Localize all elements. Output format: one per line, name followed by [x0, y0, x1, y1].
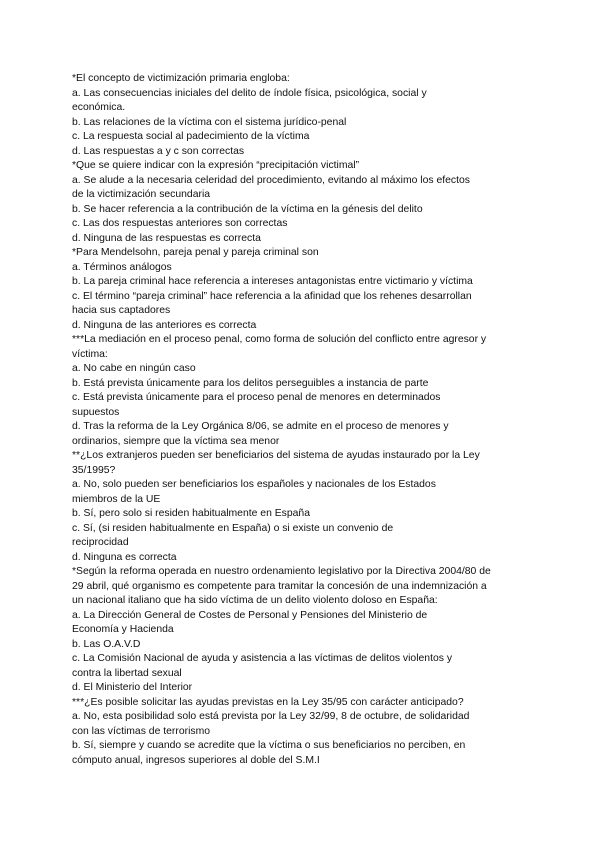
text-line: miembros de la UE: [72, 493, 161, 505]
text-line: *Según la reforma operada en nuestro ordenamiento legislativo por la Directiva 2004/80 de: [72, 566, 491, 577]
text-line: b. Sí, pero solo si residen habitualmente en España: [72, 508, 310, 519]
document-body: [72, 72, 530, 768]
text-line: víctima:: [72, 348, 108, 360]
text-line: 29 abril, qué organismo es competente para tramitar la concesión de una indemnización a: [72, 580, 487, 592]
text-line: c. Está prevista únicamente para el proceso penal de menores en determinados: [72, 392, 441, 403]
text-line: supuestos: [72, 406, 120, 418]
text-line: b. Está prevista únicamente para los delitos perseguibles a instancia de parte: [72, 377, 429, 389]
text-line: *Para Mendelsohn, pareja penal y pareja criminal son: [72, 247, 319, 258]
text-line: cómputo anual, ingresos superiores al doble del S.M.I: [72, 754, 320, 766]
text-line: d. Las respuestas a y c son correctas: [72, 145, 245, 157]
text-line: d. Ninguna de las respuestas es correcta: [72, 232, 261, 244]
text-line: a. Las consecuencias iniciales del delito de índole física, psicológica, social y: [72, 87, 427, 99]
text-line: b. Las relaciones de la víctima con el sistema jurídico-penal: [72, 116, 347, 128]
text-line: a. Se alude a la necesaria celeridad del procedimiento, evitando al máximo los efectos: [72, 174, 470, 186]
text-line: c. La Comisión Nacional de ayuda y asistencia a las víctimas de delitos violentos y: [72, 653, 453, 664]
text-line: d. Ninguna es correcta: [72, 551, 177, 563]
text-line: de la victimización secundaria: [72, 189, 211, 200]
text-line: Economía y Hacienda: [72, 624, 174, 635]
text-line: a. No, esta posibilidad solo está prevista por la Ley 32/99, 8 de octubre, de solidaridad: [72, 711, 470, 722]
text-line: un nacional italiano que ha sido víctima de un delito violento doloso en España:: [72, 595, 438, 606]
text-line: d. El Ministerio del Interior: [72, 682, 193, 693]
text-line: c. La respuesta social al padecimiento de la víctima: [72, 131, 310, 142]
text-line: c. El término “pareja criminal” hace referencia a la afinidad que los rehenes desarrollan: [72, 290, 472, 302]
text-line: c. Sí, (si residen habitualmente en España) o si existe un convenio de: [72, 522, 394, 534]
text-line: 35/1995?: [72, 464, 116, 476]
text-line: hacia sus captadores: [72, 305, 171, 316]
text-line: económica.: [72, 102, 126, 113]
text-line: **¿Los extranjeros pueden ser beneficiarios del sistema de ayudas instaurado por la Ley: [72, 450, 480, 461]
text-line: con las víctimas de terrorismo: [72, 725, 211, 737]
text-line: d. Tras la reforma de la Ley Orgánica 8/06, se admite en el proceso de menores y: [72, 421, 449, 432]
text-line: a. No cabe en ningún caso: [72, 363, 196, 374]
text-line: b. Sí, siempre y cuando se acredite que la víctima o sus beneficiarios no perciben, en: [72, 740, 466, 751]
text-line: ***La mediación en el proceso penal, como forma de solución del conflicto entre agresor y: [72, 334, 487, 345]
text-line: d. Ninguna de las anteriores es correcta: [72, 319, 257, 331]
text-line: contra la libertad sexual: [72, 667, 182, 679]
text-line: b. La pareja criminal hace referencia a intereses antagonistas entre victimario y víctima: [72, 276, 473, 287]
text-line: reciprocidad: [72, 537, 129, 548]
text-line: a. No, solo pueden ser beneficiarios los españoles y nacionales de los Estados: [72, 479, 436, 490]
text-line: b. Las O.A.V.D: [72, 638, 141, 650]
text-line: c. Las dos respuestas anteriores son correctas: [72, 218, 288, 229]
text-line: a. Términos análogos: [72, 261, 172, 273]
text-line: b. Se hacer referencia a la contribución de la víctima en la génesis del delito: [72, 203, 423, 215]
text-line: a. La Dirección General de Costes de Personal y Pensiones del Ministerio de: [72, 609, 428, 621]
text-line: *El concepto de victimización primaria engloba:: [72, 73, 290, 84]
text-line: *Que se quiere indicar con la expresión “precipitación victimal”: [72, 160, 360, 171]
text-line: ordinarios, siempre que la víctima sea menor: [72, 435, 280, 447]
text-line: ***¿Es posible solicitar las ayudas previstas en la Ley 35/95 con carácter anticipado?: [72, 696, 464, 708]
